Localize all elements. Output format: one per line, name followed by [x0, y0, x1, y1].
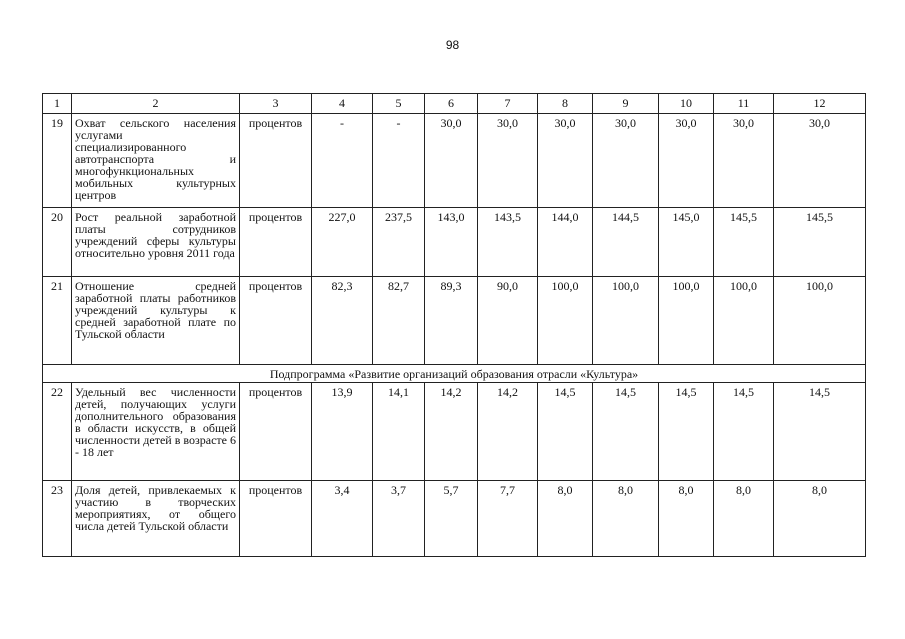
row-value: 8,0 [774, 481, 866, 557]
row-value: 145,5 [714, 208, 774, 277]
row-value: 227,0 [312, 208, 373, 277]
row-number: 21 [43, 277, 72, 365]
row-number: 22 [43, 383, 72, 481]
row-value: 3,7 [373, 481, 425, 557]
row-value: 8,0 [593, 481, 659, 557]
row-value: 14,5 [593, 383, 659, 481]
row-value: 30,0 [425, 114, 478, 208]
row-unit: процентов [240, 481, 312, 557]
indicators-table [42, 93, 866, 557]
row-value: 14,2 [425, 383, 478, 481]
header-cell: 7 [478, 94, 538, 114]
row-value: 30,0 [714, 114, 774, 208]
row-value: 14,1 [373, 383, 425, 481]
row-value: 8,0 [538, 481, 593, 557]
row-value: 13,9 [312, 383, 373, 481]
header-cell: 4 [312, 94, 373, 114]
row-description: Удельный вес численности детей, получающих услуги дополнительного образования в области искусств, в общей численности детей в возрасте 6 - 18 лет [72, 383, 240, 481]
row-value: 144,0 [538, 208, 593, 277]
subprogram-row [43, 365, 866, 383]
row-value: 14,2 [478, 383, 538, 481]
row-value: 82,3 [312, 277, 373, 365]
header-cell: 6 [425, 94, 478, 114]
row-value: 8,0 [714, 481, 774, 557]
row-value: 237,5 [373, 208, 425, 277]
header-cell: 5 [373, 94, 425, 114]
row-value: 82,7 [373, 277, 425, 365]
row-number: 19 [43, 114, 72, 208]
row-value: 145,5 [774, 208, 866, 277]
row-value: 14,5 [659, 383, 714, 481]
row-unit: процентов [240, 114, 312, 208]
table-row [43, 481, 866, 557]
row-number: 23 [43, 481, 72, 557]
row-value: 143,5 [478, 208, 538, 277]
row-description: Охват сельского населения услугами специализированного автотранспорта и многофункциональных мобильных культурных центров [72, 114, 240, 208]
row-value: 144,5 [593, 208, 659, 277]
header-cell: 12 [774, 94, 866, 114]
row-value: 90,0 [478, 277, 538, 365]
row-value: 100,0 [593, 277, 659, 365]
header-cell: 3 [240, 94, 312, 114]
header-cell: 2 [72, 94, 240, 114]
row-value: 100,0 [714, 277, 774, 365]
row-value: 143,0 [425, 208, 478, 277]
row-unit: процентов [240, 277, 312, 365]
row-value: 30,0 [478, 114, 538, 208]
row-value: 14,5 [538, 383, 593, 481]
row-value: 100,0 [538, 277, 593, 365]
table-row [43, 208, 866, 277]
row-value: 145,0 [659, 208, 714, 277]
header-cell: 8 [538, 94, 593, 114]
table-row [43, 383, 866, 481]
row-value: 14,5 [714, 383, 774, 481]
table-header-row [43, 94, 866, 114]
row-unit: процентов [240, 383, 312, 481]
row-description: Рост реальной заработной платы сотрудников учреждений сферы культуры относительно уровня 2011 года [72, 208, 240, 277]
header-cell: 1 [43, 94, 72, 114]
row-number: 20 [43, 208, 72, 277]
page-number: 98 [445, 38, 460, 52]
row-value: 100,0 [774, 277, 866, 365]
row-value: 14,5 [774, 383, 866, 481]
row-description: Доля детей, привлекаемых к участию в творческих мероприятиях, от общего числа детей Тульской области [72, 481, 240, 557]
row-value: 3,4 [312, 481, 373, 557]
row-unit: процентов [240, 208, 312, 277]
row-value: 7,7 [478, 481, 538, 557]
header-cell: 11 [714, 94, 774, 114]
row-description: Отношение средней заработной платы работников учреждений культуры к средней заработной плате по Тульской области [72, 277, 240, 365]
row-value: - [312, 114, 373, 208]
table-row [43, 114, 866, 208]
header-cell: 9 [593, 94, 659, 114]
subprogram-title: Подпрограмма «Развитие организаций образования отрасли «Культура» [43, 365, 866, 383]
row-value: 89,3 [425, 277, 478, 365]
row-value: 30,0 [538, 114, 593, 208]
row-value: - [373, 114, 425, 208]
header-cell: 10 [659, 94, 714, 114]
row-value: 8,0 [659, 481, 714, 557]
table-row [43, 277, 866, 365]
row-value: 100,0 [659, 277, 714, 365]
row-value: 30,0 [659, 114, 714, 208]
row-value: 5,7 [425, 481, 478, 557]
row-value: 30,0 [593, 114, 659, 208]
row-value: 30,0 [774, 114, 866, 208]
